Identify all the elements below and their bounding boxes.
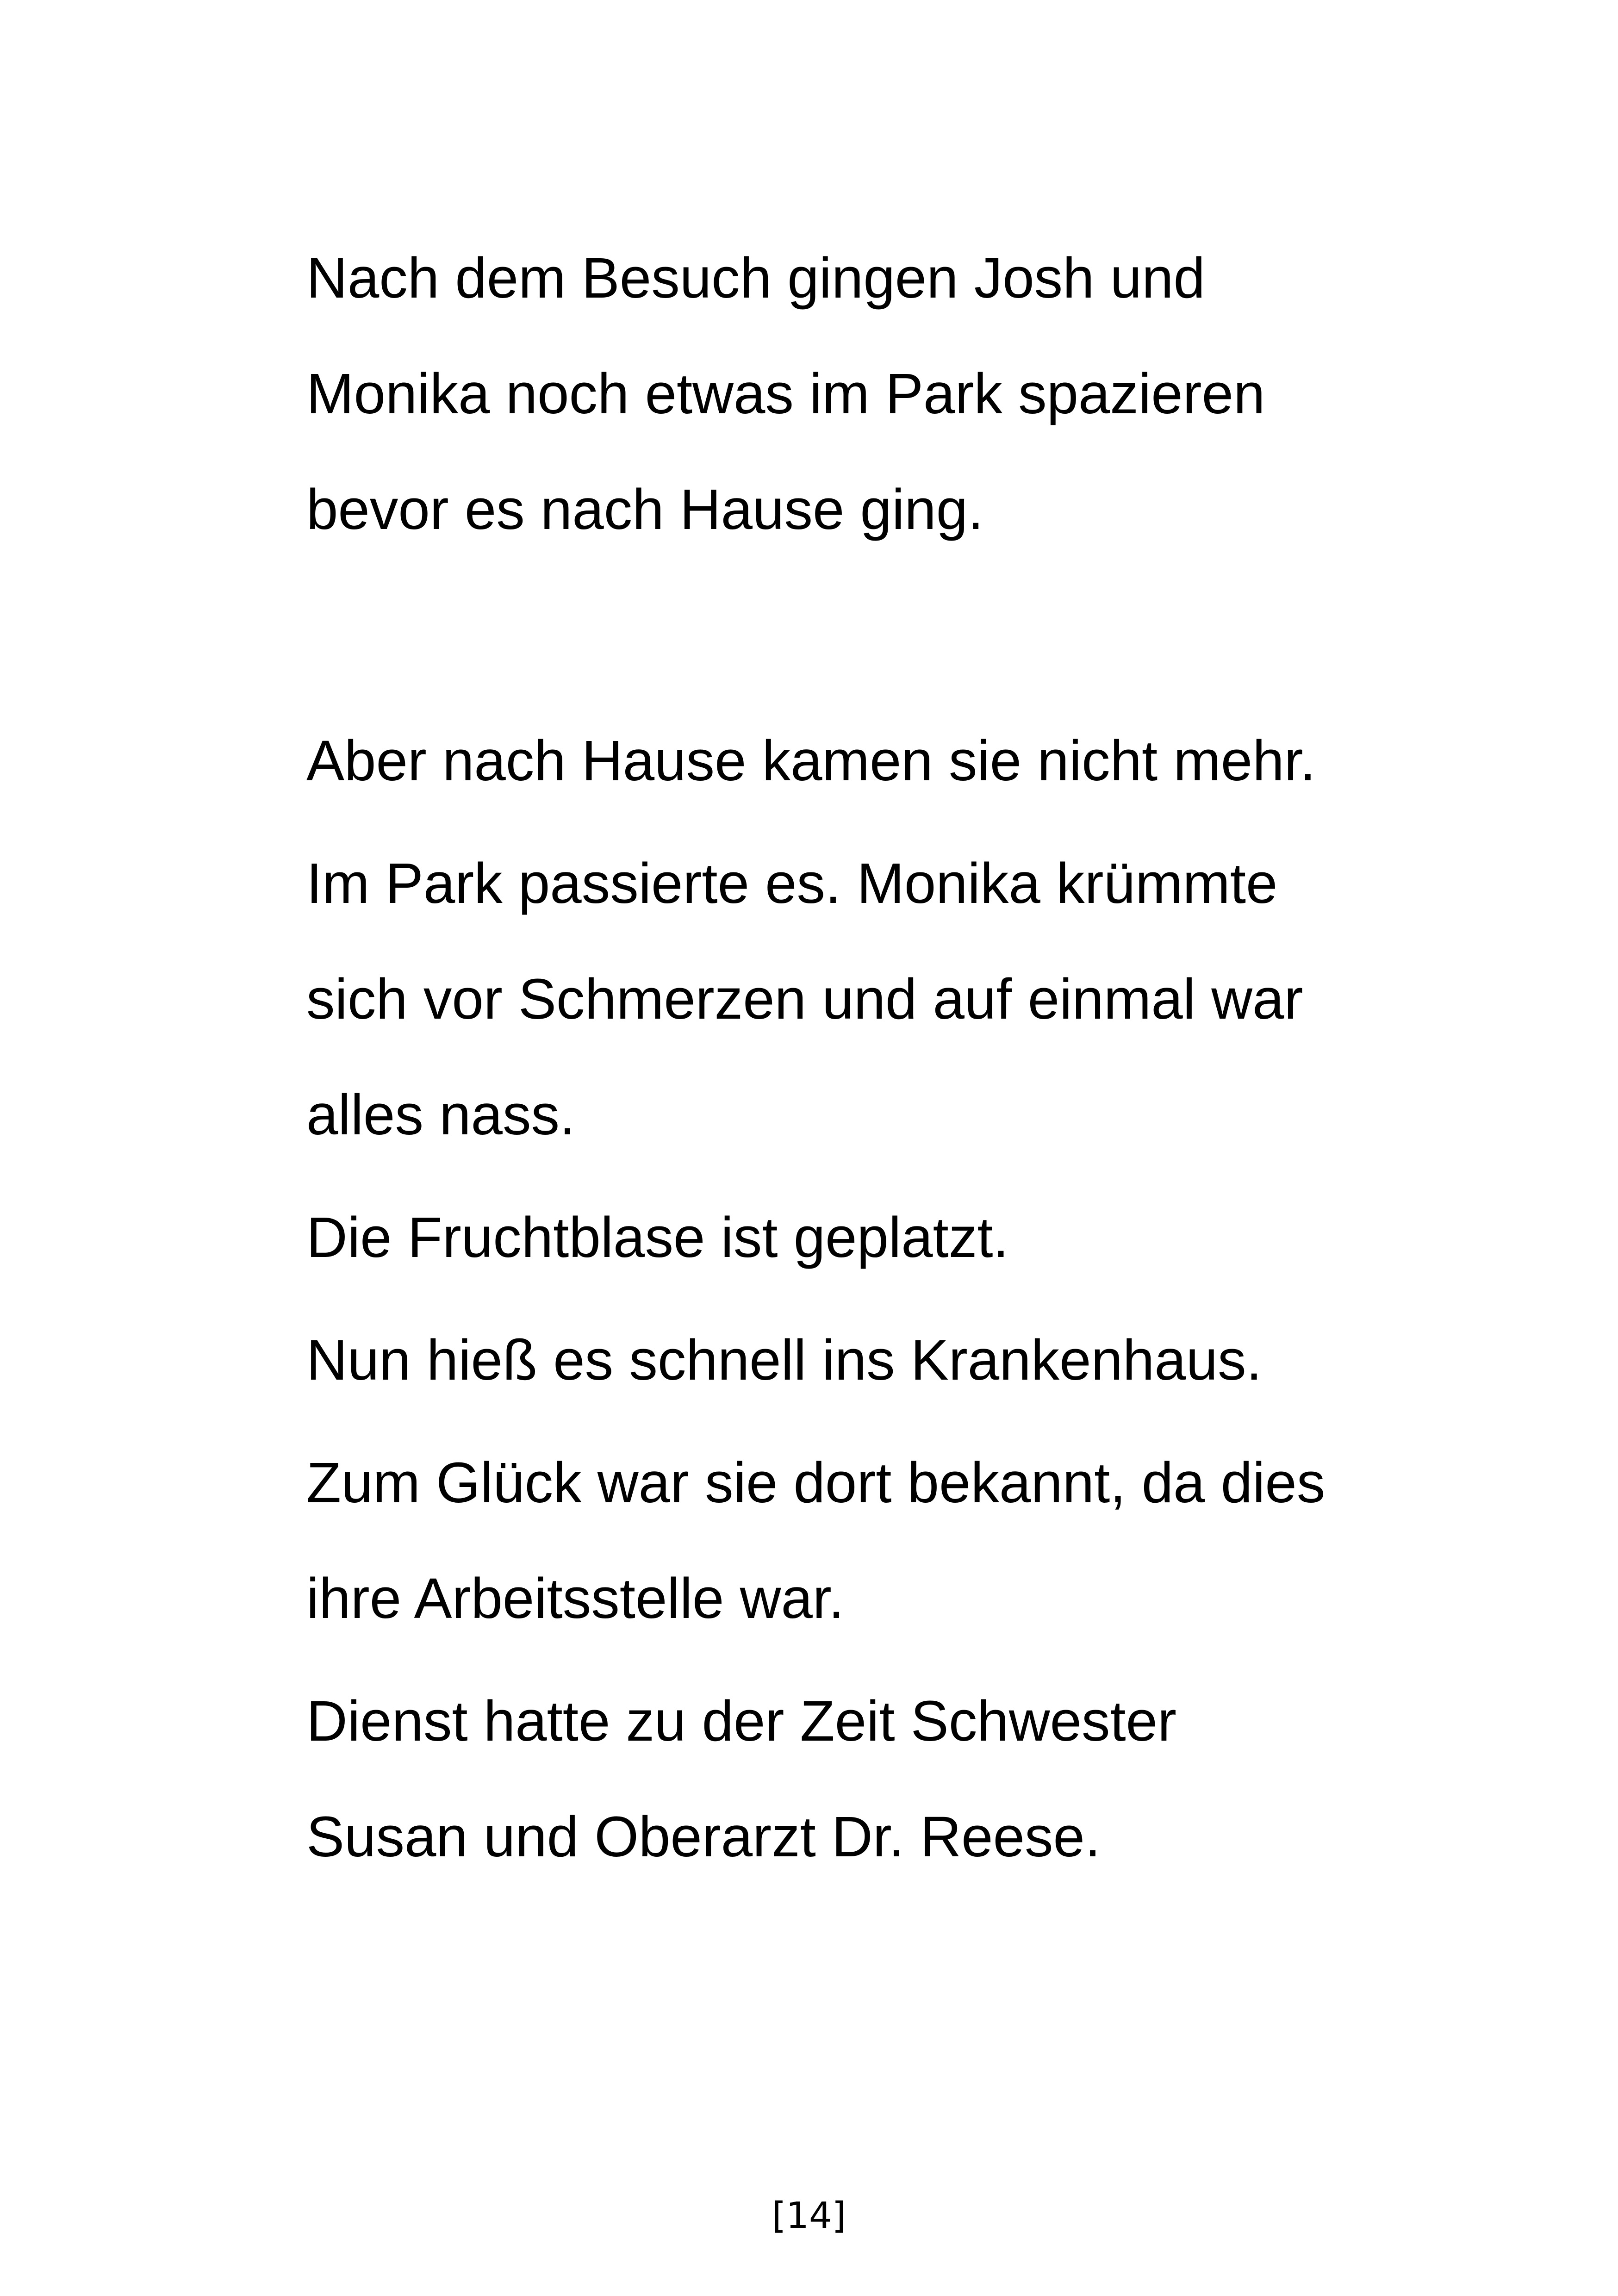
text-line: Susan und Oberarzt Dr. Reese. bbox=[306, 1805, 1101, 1869]
text-line: bevor es nach Hause ging. bbox=[306, 478, 984, 541]
text-line: sich vor Schmerzen und auf einmal war bbox=[306, 968, 1303, 1031]
text-line: alles nass. bbox=[306, 1083, 576, 1147]
text-line: Nach dem Besuch gingen Josh und bbox=[306, 247, 1205, 310]
text-line: Monika noch etwas im Park spazieren bbox=[306, 362, 1265, 426]
text-line: Die Fruchtblase ist geplatzt. bbox=[306, 1206, 1009, 1269]
text-line: ihre Arbeitsstelle war. bbox=[306, 1567, 845, 1630]
text-line: Dienst hatte zu der Zeit Schwester bbox=[306, 1690, 1177, 1753]
text-line: Aber nach Hause kamen sie nicht mehr. bbox=[306, 729, 1316, 793]
text-line: Zum Glück war sie dort bekannt, da dies bbox=[306, 1451, 1326, 1515]
page-number: [14] bbox=[772, 2195, 846, 2237]
text-line: Im Park passierte es. Monika krümmte bbox=[306, 852, 1278, 915]
text-line: Nun hieß es schnell ins Krankenhaus. bbox=[306, 1329, 1262, 1392]
